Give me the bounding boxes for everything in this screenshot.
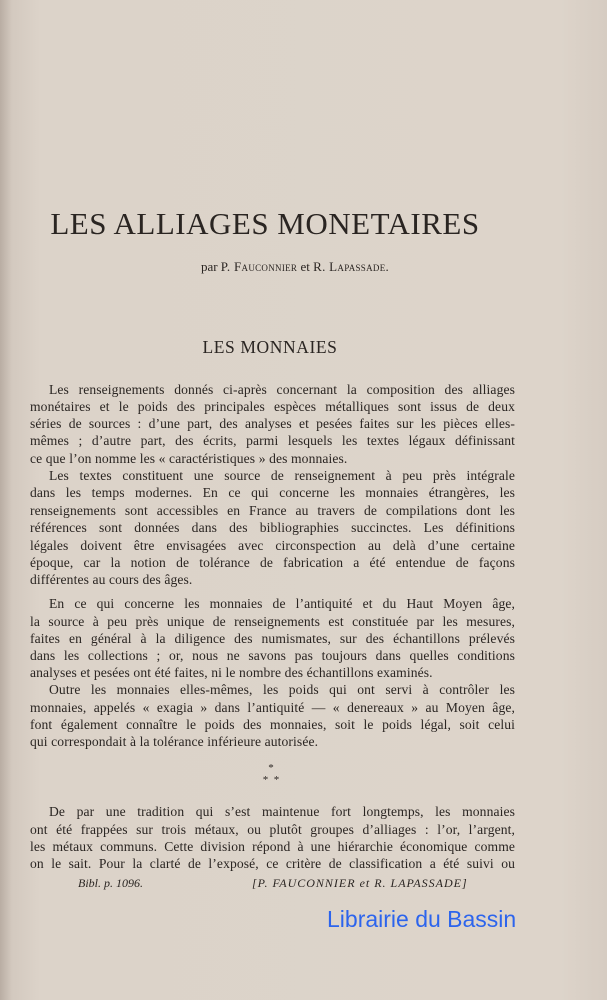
text-line: ce que l’on nomme les « caractéristiques » des monnaies. [30, 451, 348, 466]
text-line: dans les collections ; or, nous ne savons pas toujours dans quelles conditions [30, 648, 515, 663]
text-line: faites en général à la diligence des numismates, sur des échantillons prélevés [30, 631, 515, 646]
text-line: époque, car la notion de tolérance de fabrication a été entendue de façons [30, 555, 515, 570]
text-line: qui correspondait à la tolérance inférieure autorisée. [30, 734, 319, 749]
star-right: * [273, 774, 280, 786]
footer-authors: [P. FAUCONNIER et R. LAPASSADE] [252, 876, 468, 890]
byline [140, 259, 450, 275]
text-line: la source à peu près unique de renseignements est constituée par les mesures, [30, 614, 515, 629]
star-top: * [268, 762, 274, 774]
text-line: références sont données dans des bibliographies succinctes. Les définitions [30, 520, 515, 535]
byline-et: et [300, 259, 310, 274]
text-line: on le sait. Pour la clarté de l’exposé, ce critère de classification a été suivi ou [30, 856, 515, 871]
asterism-separator [256, 762, 286, 786]
text-line: De par une tradition qui s’est maintenue fort longtemps, les monnaies [49, 804, 515, 819]
text-line: dans les temps modernes. En ce qui concerne les monnaies étrangères, les [30, 485, 515, 500]
section-heading: LES MONNAIES [202, 337, 338, 357]
text-line: monnaies, appelés « exagia » dans l’antiquité — « denereaux » au Moyen âge, [30, 700, 515, 715]
text-line: séries de sources : d’une part, des analyses et pesées faites sur les pièces elles- [30, 416, 515, 431]
text-line: En ce qui concerne les monnaies de l’antiquité et du Haut Moyen âge, [49, 596, 515, 611]
star-bottom [256, 774, 286, 786]
article-title: LES ALLIAGES MONETAIRES [50, 206, 480, 241]
text-line: monétaires et le poids des principales espèces métalliques sont issus de deux [30, 399, 515, 414]
author-2: R. Lapassade. [313, 259, 390, 274]
text-line: Les textes constituent une source de renseignement à peu près intégrale [49, 468, 515, 483]
text-line: Outre les monnaies elles-mêmes, les poids qui ont servi à contrôler les [49, 682, 515, 697]
author-1: P. Fauconnier [220, 259, 298, 274]
text-line: ont été frappées sur trois métaux, ou plutôt groupes d’alliages : l’or, l’argent, [30, 822, 515, 837]
footer-reference: Bibl. p. 1096. [78, 876, 143, 890]
text-line: différentes au cours des âges. [30, 572, 193, 587]
text-line: analyses et pesées ont été faites, ni le nombre des échantillons examinés. [30, 665, 433, 680]
text-line: légales doivent être envisagées avec circonspection au delà d’une certaine [30, 538, 515, 553]
text-line: les métaux communs. Cette division répond à une hiérarchie économique comme [30, 839, 515, 854]
text-line: renseignements sont accessibles en France au travers de compilations dont les [30, 503, 515, 518]
text-line: font également connaître le poids des monnaies, soit le poids légal, soit celui [30, 717, 515, 732]
text-line: mêmes ; d’autre part, des écrits, parmi lesquels les textes légaux définissant [30, 433, 515, 448]
watermark: Librairie du Bassin [327, 906, 517, 932]
byline-par: par [200, 259, 218, 274]
star-left: * [262, 774, 269, 786]
text-line: Les renseignements donnés ci-après concernant la composition des alliages [49, 382, 515, 397]
